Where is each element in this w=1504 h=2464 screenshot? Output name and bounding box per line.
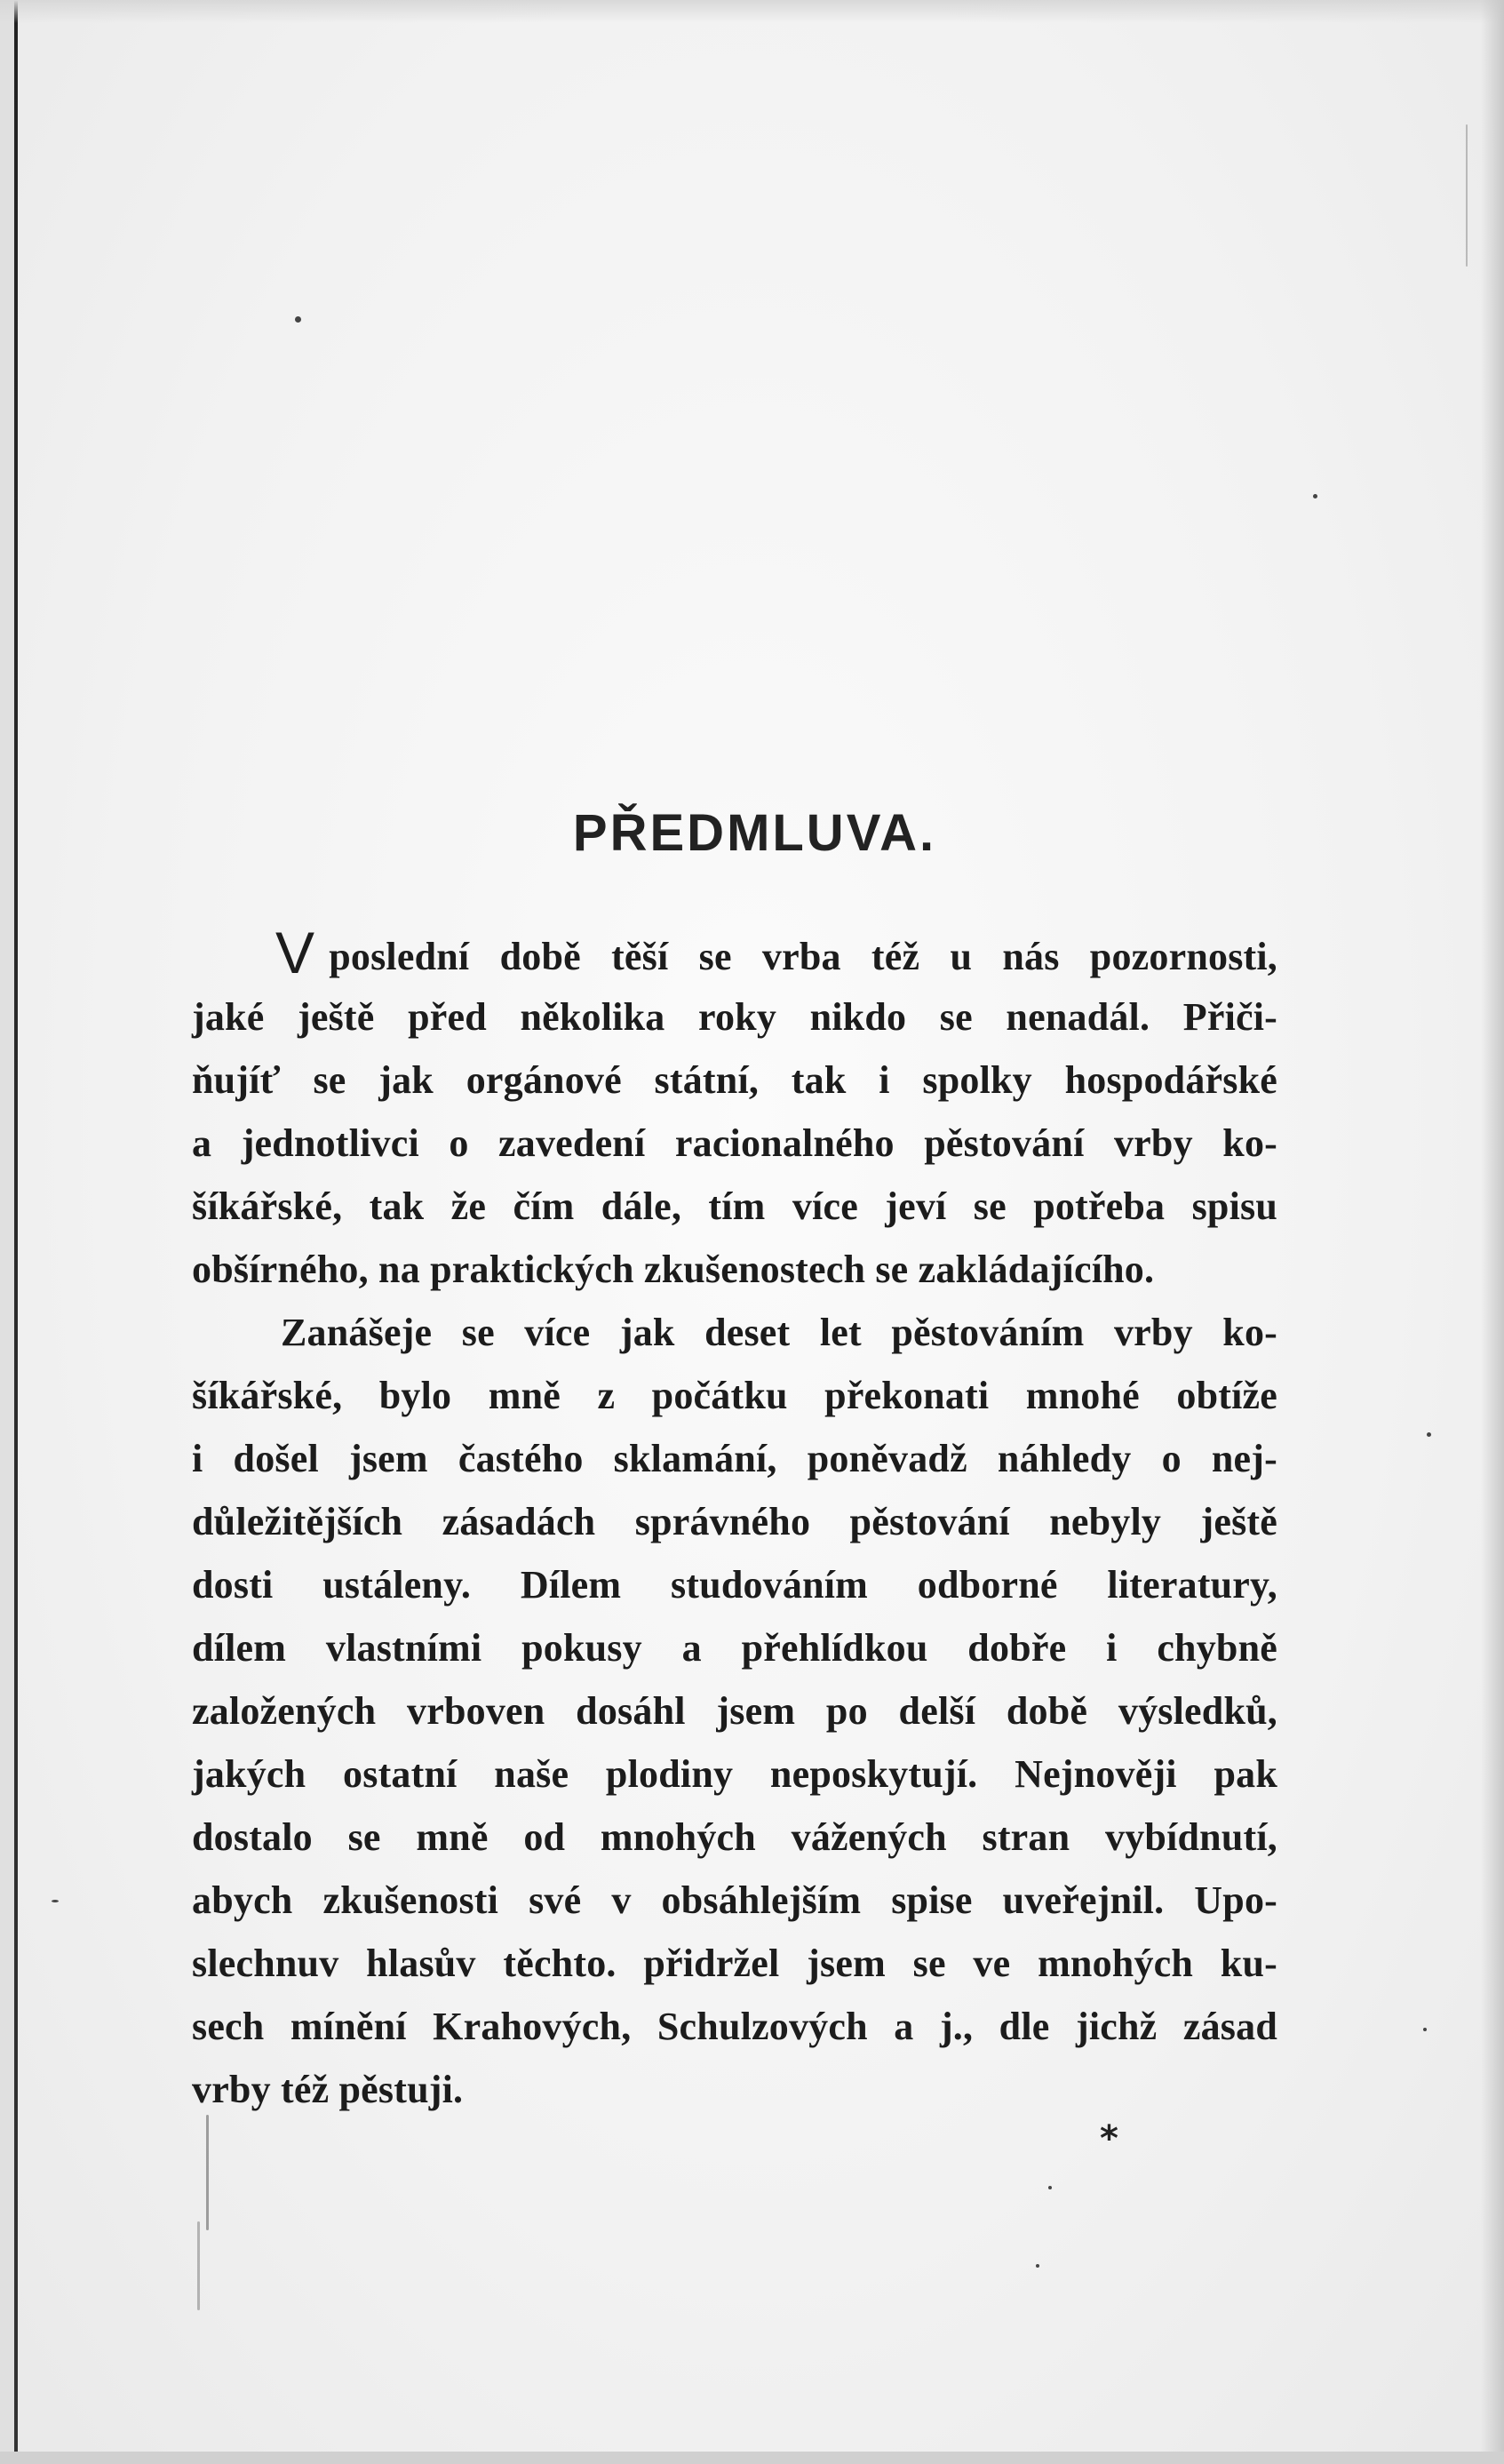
scan-edge-right: [1481, 0, 1504, 2464]
scan-edge-bottom: [0, 2452, 1504, 2464]
text-line-rest: poslední době těší se vrba též u nás pozornosti,: [329, 935, 1277, 978]
text-line: [192, 922, 1277, 985]
scan-speck: [295, 316, 301, 323]
scan-speck: [1036, 2264, 1039, 2268]
scan-speck: [1427, 1432, 1431, 1437]
text-line: šíkářské, tak že čím dále, tím více jeví se potřeba spisu: [192, 1184, 1277, 1228]
text-line: založených vrboven dosáhl jsem po delší době výsledků,: [192, 1689, 1277, 1733]
scan-streak: [197, 2221, 200, 2310]
scan-streak: [206, 2115, 209, 2230]
scan-speck: [52, 1900, 59, 1902]
text-line: dostalo se mně od mnohých vážených stran vybídnutí,: [192, 1815, 1277, 1859]
text-line: dílem vlastními pokusy a přehlídkou dobře i chybně: [192, 1626, 1277, 1670]
drop-cap: V: [275, 920, 315, 985]
scan-speck: [1423, 2028, 1427, 2031]
text-line: sech mínění Krahových, Schulzových a j., dle jichž zásad: [192, 2005, 1277, 2048]
text-line: jakých ostatní naše plodiny neposkytují. Nejnověji pak: [192, 1752, 1277, 1796]
scan-edge-left: [0, 0, 14, 2464]
text-line: vrby též pěstuji.: [192, 2068, 464, 2111]
preface-text: [192, 922, 1277, 2121]
scan-streak: [1466, 124, 1468, 267]
text-line: důležitějších zásadách správného pěstování nebyly ještě: [192, 1500, 1277, 1543]
text-line: obšírného, na praktických zkušenostech se zakládajícího.: [192, 1248, 1155, 1291]
text-line: a jednotlivci o zavedení racionalného pěstování vrby ko-: [192, 1121, 1277, 1165]
text-line: i došel jsem častého sklamání, poněvadž náhledy o nej-: [192, 1437, 1277, 1480]
text-line: slechnuv hlasův těchto. přidržel jsem se ve mnohých ku-: [192, 1942, 1277, 1985]
text-line: šíkářské, bylo mně z počátku překonati mnohé obtíže: [192, 1374, 1277, 1417]
scan-edge-line: [14, 0, 18, 2464]
scan-edge-top: [0, 0, 1504, 23]
scan-speck: [1048, 2186, 1052, 2189]
text-line: jaké ještě před několika roky nikdo se nenadál. Přiči-: [192, 995, 1277, 1039]
text-line: Zanášeje se více jak deset let pěstováním vrby ko-: [281, 1311, 1277, 1354]
page-title: PŘEDMLUVA.: [572, 803, 937, 862]
signature-mark: *: [1100, 2118, 1118, 2159]
text-line: abych zkušenosti své v obsáhlejším spise uveřejnil. Upo-: [192, 1878, 1277, 1922]
text-line: ňujíť se jak orgánové státní, tak i spolky hospodářské: [192, 1058, 1277, 1102]
scan-speck: [1313, 494, 1317, 498]
text-line: dosti ustáleny. Dílem studováním odborné literatury,: [192, 1563, 1277, 1607]
